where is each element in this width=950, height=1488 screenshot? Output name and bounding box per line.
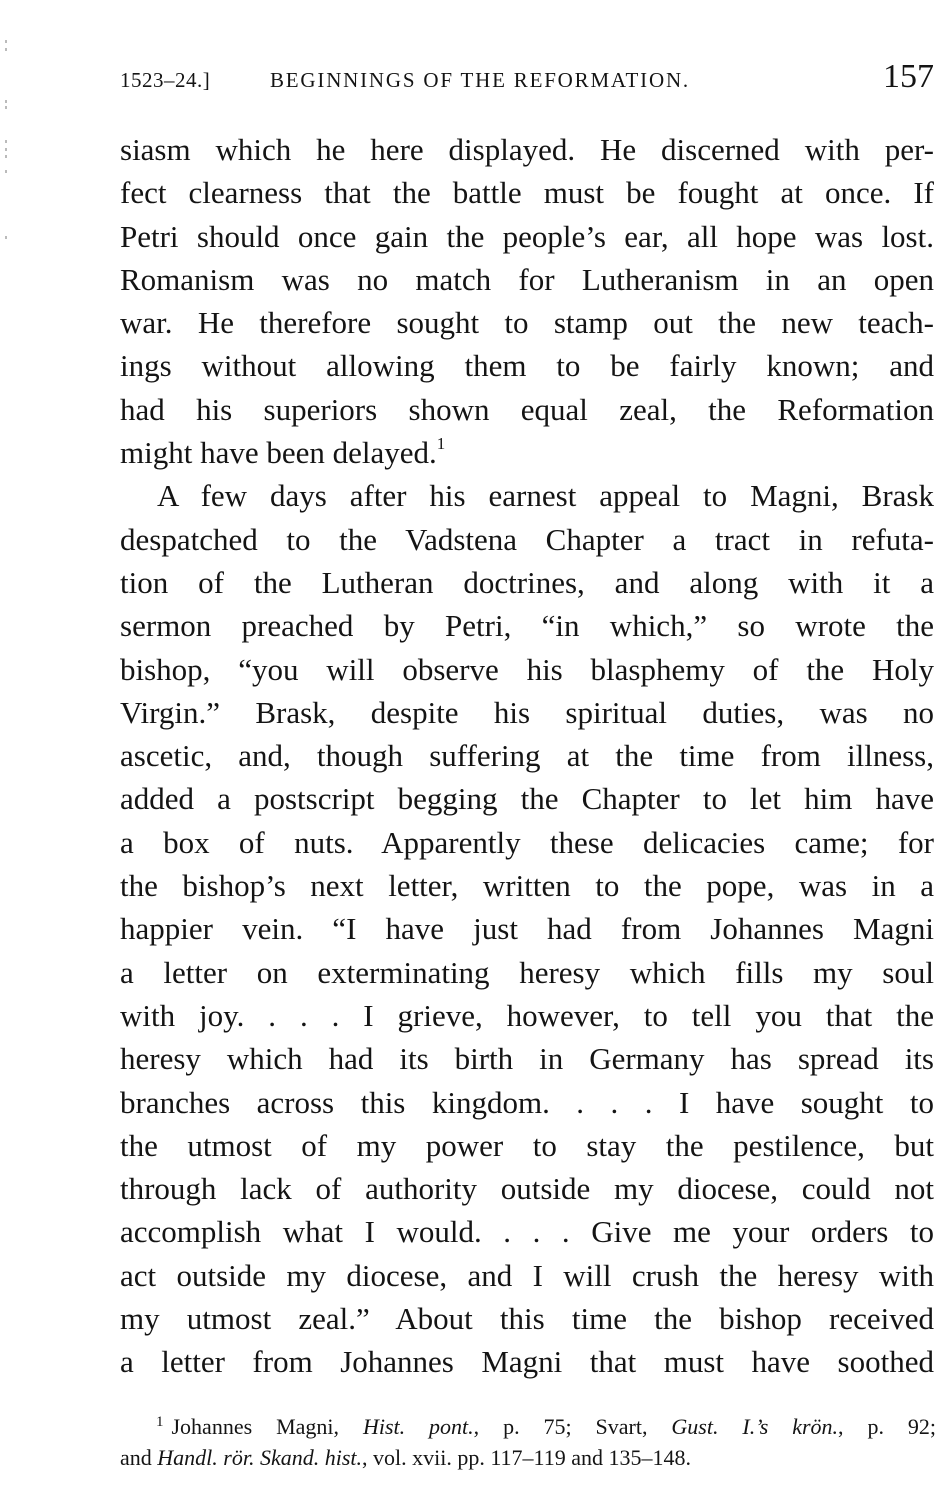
margin-marks (5, 40, 8, 240)
footnote-citation: Handl. rör. Skand. hist. (157, 1445, 363, 1470)
footnote-mark: 1 (156, 1414, 164, 1430)
text-line: through lack of authority outside my diocese, could not (120, 1171, 934, 1207)
text-line: with joy. . . . I grieve, however, to tell you that the (120, 997, 934, 1033)
text-line: Petri should once gain the people’s ear, all hope was lost. (120, 218, 934, 254)
text-line: Romanism was no match for Lutheranism in an open (120, 261, 934, 297)
footnote-line (120, 1440, 936, 1476)
text-line: branches across this kingdom. . . . I have sought to (120, 1084, 934, 1120)
paragraph-2 (120, 474, 934, 1383)
footnote-citation: Gust. I.’s krön. (671, 1414, 839, 1439)
text-line: bishop, “you will observe his blasphemy of the Holy (120, 651, 934, 687)
text-line: the utmost of my power to stay the pestilence, but (120, 1127, 934, 1163)
running-title: BEGINNINGS OF THE REFORMATION. (270, 68, 690, 92)
text-line: war. He therefore sought to stamp out the new teach- (120, 305, 934, 341)
footnote-text: , p. 75; Svart, (473, 1414, 672, 1439)
footnote-text: and (120, 1445, 158, 1470)
text-line: sermon preached by Petri, “in which,” so wrote the (120, 608, 934, 644)
text-line: A few days after his earnest appeal to Magni, Brask (157, 478, 934, 514)
text-line: tion of the Lutheran doctrines, and along with it a (120, 564, 934, 600)
text-line: accomplish what I would. . . . Give me your orders to (120, 1214, 934, 1250)
body-text (120, 128, 934, 1384)
footnote-text: , p. 92; (838, 1414, 936, 1439)
text-line: happier vein. “I have just had from Johannes Magni (120, 911, 934, 947)
text-line: a letter on exterminating heresy which fills my soul (120, 954, 934, 990)
text-line-content: might have been delayed. (120, 435, 437, 471)
text-line: despatched to the Vadstena Chapter a tract in refuta- (120, 521, 934, 557)
footnote-line (120, 1404, 936, 1440)
footnote-reference: 1 (436, 434, 446, 454)
text-line: act outside my diocese, and I will crush the heresy with (120, 1257, 934, 1293)
text-line: heresy which had its birth in Germany has spread its (120, 1041, 934, 1077)
text-line: siasm which he here displayed. He discerned with per- (120, 132, 934, 167)
page-number: 157 (883, 58, 934, 95)
footnote-text: , vol. xvii. pp. 117–119 and 135–148. (362, 1445, 691, 1470)
text-line: added a postscript begging the Chapter to let him have (120, 781, 934, 817)
text-line: Virgin.” Brask, despite his spiritual duties, was no (120, 694, 934, 730)
text-line: ascetic, and, though suffering at the time from illness, (120, 738, 934, 774)
footnotes (120, 1404, 936, 1476)
text-line: a letter from Johannes Magni that must have soothed (120, 1344, 934, 1380)
text-line: my utmost zeal.” About this time the bishop received (120, 1301, 934, 1337)
text-line: had his superiors shown equal zeal, the Reformation (120, 391, 934, 427)
text-line: ings without allowing them to be fairly known; and (120, 348, 934, 384)
text-line (120, 431, 934, 474)
running-header (120, 58, 938, 100)
footnote-text: Johannes Magni, (171, 1414, 363, 1439)
text-line: fect clearness that the battle must be fought at once. If (120, 175, 934, 211)
text-line: the bishop’s next letter, written to the pope, was in a (120, 868, 934, 904)
header-date-range: 1523–24.] (120, 68, 211, 92)
footnote-citation: Hist. pont. (362, 1414, 474, 1439)
text-line: a box of nuts. Apparently these delicacies came; for (120, 824, 934, 860)
paragraph-1 (120, 128, 934, 474)
